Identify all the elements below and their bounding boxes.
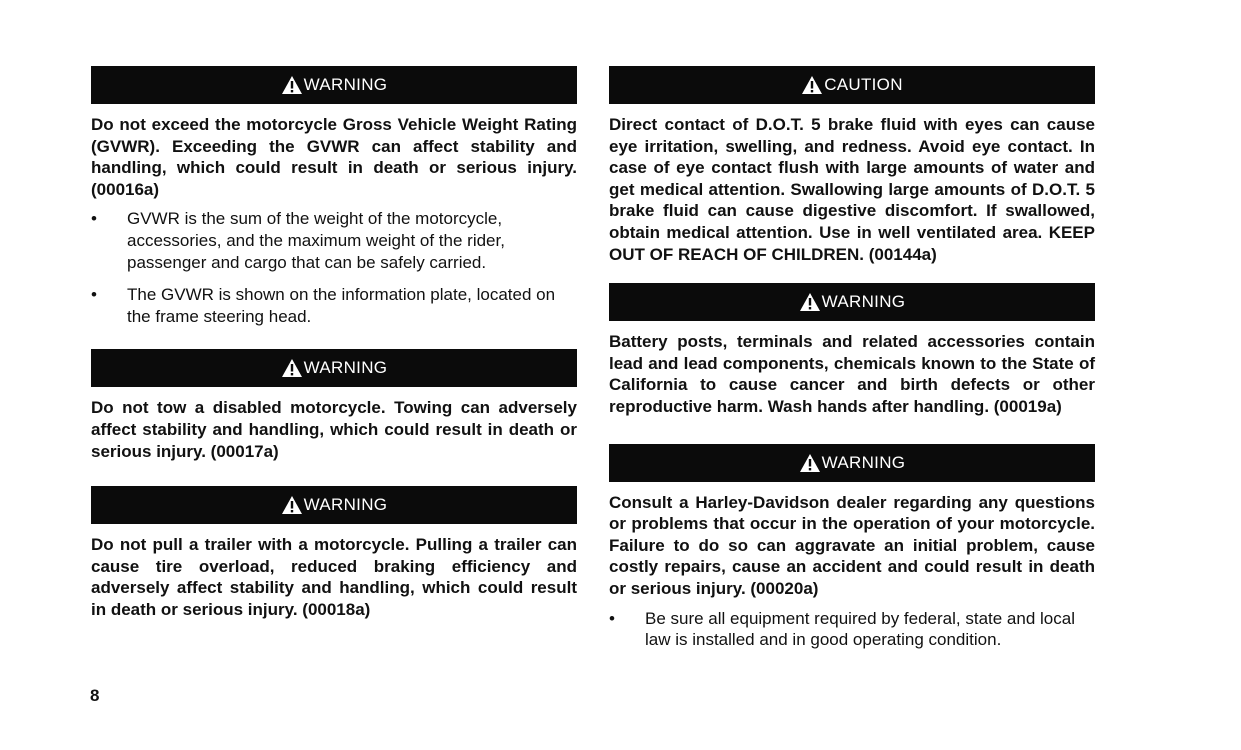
warning-triangle-icon [799,292,821,312]
bullet-item [91,208,577,273]
warning-block [91,486,577,620]
warning-triangle-icon [801,75,823,95]
warning-triangle-icon [281,358,303,378]
bullet-text: The GVWR is shown on the information plate, located on the frame steering head. [127,285,556,326]
warning-banner [91,349,577,387]
banner-label: WARNING [303,495,388,515]
warning-block [609,444,1095,651]
bullet-list [91,208,577,327]
banner-label: WARNING [821,292,906,312]
caution-block [609,66,1095,265]
warning-banner [609,283,1095,321]
bullet-text: Be sure all equipment required by federal, state and local law is installed and in good operating condition. [645,608,1075,650]
caution-banner [609,66,1095,104]
warning-banner [91,486,577,524]
left-column [91,66,577,621]
caution-text: Direct contact of D.O.T. 5 brake fluid with eyes can cause eye irritation, swelling, and redness. Avoid eye contact. In case of eye contact flush with large amounts of water and get medical attention. Swallowing large amounts of D.O.T. 5 brake fluid can cause digestive discomfort. If swallowed, obtain medical attention. Use in well ventilated area. KEEP OUT OF REACH OF CHILDREN. (00144a) [609,115,1095,264]
warning-block [91,66,577,327]
warning-block [609,283,1095,417]
warning-text: Do not exceed the motorcycle Gross Vehicle Weight Rating (GVWR). Exceeding the GVWR can affect stability and handling, which could result in death or serious injury. (00016a) [91,115,577,199]
warning-text: Do not pull a trailer with a motorcycle. Pulling a trailer can cause tire overload, reduced braking efficiency and adversely affect stability and handling, which could result in death or serious injury. (00018a) [91,535,577,619]
banner-label: WARNING [303,358,388,378]
warning-block [91,349,577,462]
banner-label: CAUTION [824,75,903,94]
bullet-icon: • [91,285,97,305]
warning-text: Consult a Harley-Davidson dealer regarding any questions or problems that occur in the operation of your motorcycle. Failure to do so can aggravate an initial problem, cause costly repairs, cause an accident and could result in death or serious injury. (00020a) [609,492,1095,598]
warning-text: Battery posts, terminals and related accessories contain lead and lead components, chemicals known to the State of California to cause cancer and birth defects or other reproductive harm. Wash hands after handling. (00019a) [609,332,1095,416]
bullet-icon: • [609,608,615,628]
bullet-list [609,608,1095,651]
banner-label: WARNING [303,75,388,94]
bullet-item [91,284,577,327]
bullet-item [609,608,1095,651]
bullet-text: GVWR is the sum of the weight of the motorcycle, accessories, and the maximum weight of the rider, passenger and cargo that can be safely carried. [127,209,505,272]
warning-text: Do not tow a disabled motorcycle. Towing can adversely affect stability and handling, which could result in death or serious injury. (00017a) [91,398,577,461]
page-number: 8 [90,686,100,705]
warning-triangle-icon [281,495,303,515]
warning-banner [91,66,577,104]
warning-triangle-icon [281,75,303,95]
warning-triangle-icon [799,453,821,473]
warning-banner [609,444,1095,482]
bullet-icon: • [91,209,97,229]
banner-label: WARNING [821,452,906,472]
right-column [609,66,1095,662]
